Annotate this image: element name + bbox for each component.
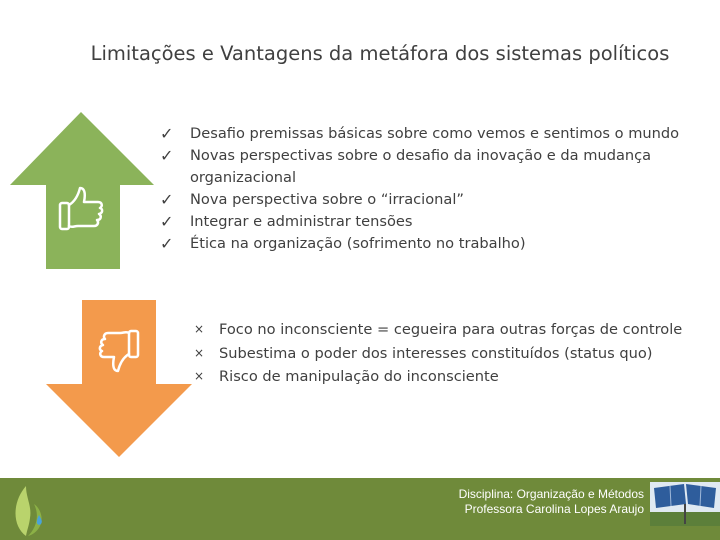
x-icon: × — [194, 345, 205, 360]
list-item-continuation: organizacional — [190, 169, 297, 186]
list-item: ✓ Ética na organização (sofrimento no trabalho) — [160, 234, 526, 253]
solar-panel-image — [650, 482, 720, 526]
list-item: ✓ Nova perspectiva sobre o “irracional” — [160, 190, 464, 209]
list-item: × Foco no inconsciente = cegueira para outras forças de controle — [194, 318, 714, 342]
list-item: ✓ Desafio premissas básicas sobre como vemos e sentimos o mundo — [160, 124, 680, 143]
x-icon: × — [194, 369, 205, 383]
down-arrow — [44, 300, 194, 460]
x-icon: × — [194, 322, 205, 336]
advantages-list — [160, 123, 720, 255]
limitations-list — [194, 318, 714, 389]
up-arrow — [8, 112, 158, 272]
check-icon: ✓ — [160, 146, 174, 165]
list-item: ✓ Integrar e administrar tensões — [160, 212, 413, 231]
check-icon: ✓ — [160, 234, 174, 253]
sprout-logo-icon — [6, 478, 56, 540]
list-item: ✓ Novas perspectivas sobre o desafio da inovação e da mudança — [160, 146, 652, 165]
course-info — [459, 487, 644, 517]
slide-title: Limitações e Vantagens da metáfora dos sistemas políticos — [90, 42, 670, 65]
check-icon: ✓ — [160, 124, 174, 143]
list-item: × Risco de manipulação do inconsciente — [194, 365, 714, 389]
course-line: Disciplina: Organização e Métodos — [458, 487, 644, 501]
check-icon: ✓ — [160, 212, 174, 231]
list-item: × Subestima o poder dos interesses constituídos (status quo) — [194, 342, 714, 366]
professor-line: Professora Carolina Lopes Araujo — [464, 502, 644, 516]
check-icon: ✓ — [160, 190, 174, 209]
footer-bar — [0, 478, 720, 540]
